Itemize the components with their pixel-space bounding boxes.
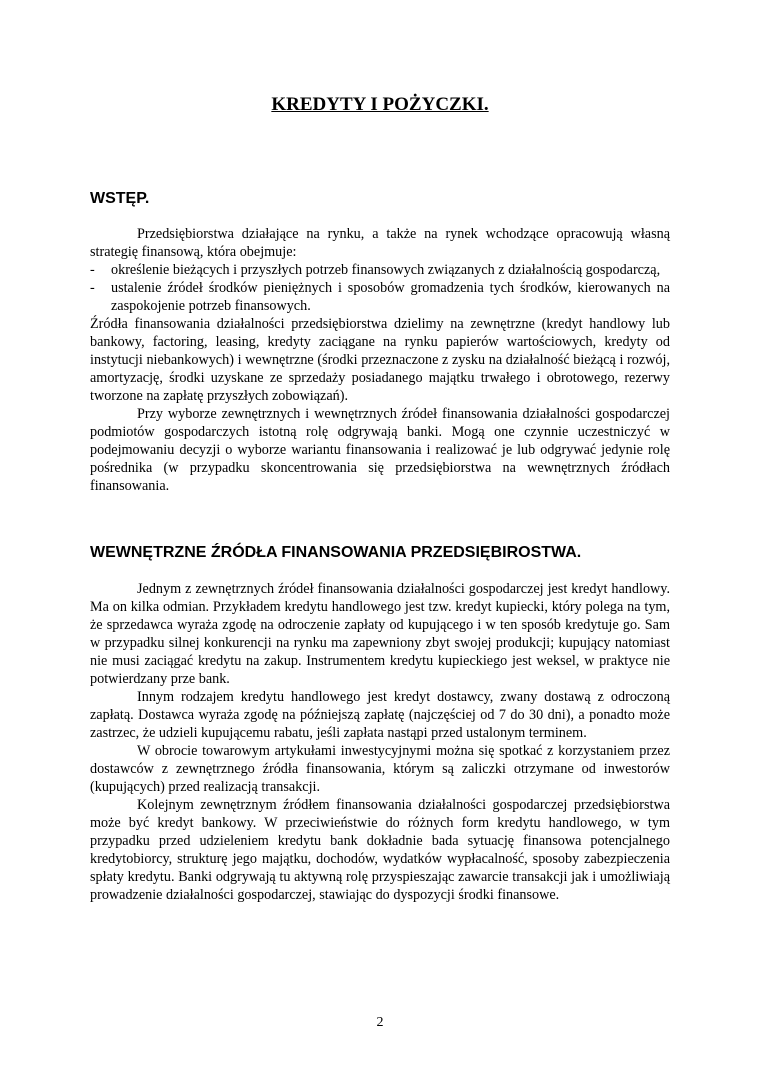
list-item <box>90 261 670 279</box>
page-number: 2 <box>376 1015 384 1030</box>
bullet-text: określenie bieżących i przyszłych potrzeb finansowych związanych z działalnością gospodarczą, <box>111 262 661 278</box>
section-heading-internal-sources: WEWNĘTRZNE ŹRÓDŁA FINANSOWANIA PRZEDSIĘBIROSTWA. <box>90 544 582 561</box>
section-heading-intro: WSTĘP. <box>90 190 150 207</box>
section-body <box>90 580 670 904</box>
bullet-dash: - <box>90 280 95 296</box>
document-title: KREDYTY I POŻYCZKI. <box>271 94 489 115</box>
advance-payments-paragraph: W obrocie towarowym artykułami inwestycyjnymi można się spotkać z korzystaniem przez dostawców z zewnętrznego źródła finansowania, którym są zaliczki otrzymane od inwestorów (kupujących) przed realizacją transakcji. <box>90 743 670 795</box>
trade-credit-paragraph: Jednym z zewnętrznych źródeł finansowania działalności gospodarczej jest kredyt handlowy. Ma on kilka odmian. Przykładem kredytu handlowego jest tzw. kredyt kupiecki, który polega na tym, że sprzedawca wyraża zgodę na odroczenie zapłaty od kupującego i w ten sposób kredytuje go. Sam w przypadku silnej konkurencji na rynku ma zapewniony zbyt swojej produkcji; kupujący natomiast nie musi zaciągać kredytu na zakup. Instrumentem kredytu kupieckiego jest weksel, w praktyce nie potwierdzany prze bank. <box>90 581 670 687</box>
bank-credit-paragraph: Kolejnym zewnętrznym źródłem finansowania działalności gospodarczej przedsiębiorstwa może być kredyt bankowy. W przeciwieństwie do różnych form kredytu handlowego, w tym przypadku przed udzieleniem kredytu bank dokładnie bada sytuację finansowa potencjalnego kredytobiorcy, strukturę jego majątku, dochodów, wydatków wypłacalność, sposoby zabezpieczenia spłaty kredytu. Banki odgrywają tu aktywną rolę przyspieszając zawarcie transakcji jak i umożliwiają prowadzenie działalności gospodarczej, stawiając do dyspozycji środki finansowe. <box>90 797 670 903</box>
list-item <box>90 279 670 315</box>
strategy-bullet-list <box>90 261 670 315</box>
banks-role-paragraph: Przy wyborze zewnętrznych i wewnętrznych źródeł finansowania działalności gospodarczej podmiotów gospodarczych istotną rolę odgrywają banki. Mogą one czynnie uczestniczyć w podejmowaniu decyzji o wyborze wariantu finansowania i realizować je lub odgrywać jedynie rolę pośrednika (w przypadku skoncentrowania się przedsiębiorstwa na wewnętrznych źródłach finansowania. <box>90 406 670 494</box>
bullet-text: ustalenie źródeł środków pieniężnych i sposobów gromadzenia tych środków, kierowanych na zaspokojenie potrzeb finansowych. <box>111 280 670 314</box>
intro-lead-paragraph: Przedsiębiorstwa działające na rynku, a także na rynek wchodzące opracowują własną strategię finansową, która obejmuje: <box>90 226 670 260</box>
supplier-credit-paragraph: Innym rodzajem kredytu handlowego jest kredyt dostawcy, zwany dostawą z odroczoną zapłatą. Dostawca wyraża zgodę na późniejszą zapłatę (najczęściej od 7 do 30 dni), a ponadto może zastrzec, że udzieli kupującemu rabatu, jeśli zapłata nastąpi przed ustalonym terminem. <box>90 689 670 741</box>
bullet-dash: - <box>90 262 95 278</box>
intro-body <box>90 225 670 495</box>
financing-sources-paragraph: Źródła finansowania działalności przedsiębiorstwa dzielimy na zewnętrzne (kredyt handlowy lub bankowy, factoring, leasing, kredyty zaciągane na rynku papierów wartościowych, kredyty od instytucji niebankowych) i wewnętrzne (środki przeznaczone z zysku na działalność bieżącą i rozwój, amortyzację, środki uzyskane ze sprzedaży posiadanego majątku trwałego i obrotowego, rezerwy tworzone na zapłatę przyszłych zobowiązań). <box>90 316 670 404</box>
